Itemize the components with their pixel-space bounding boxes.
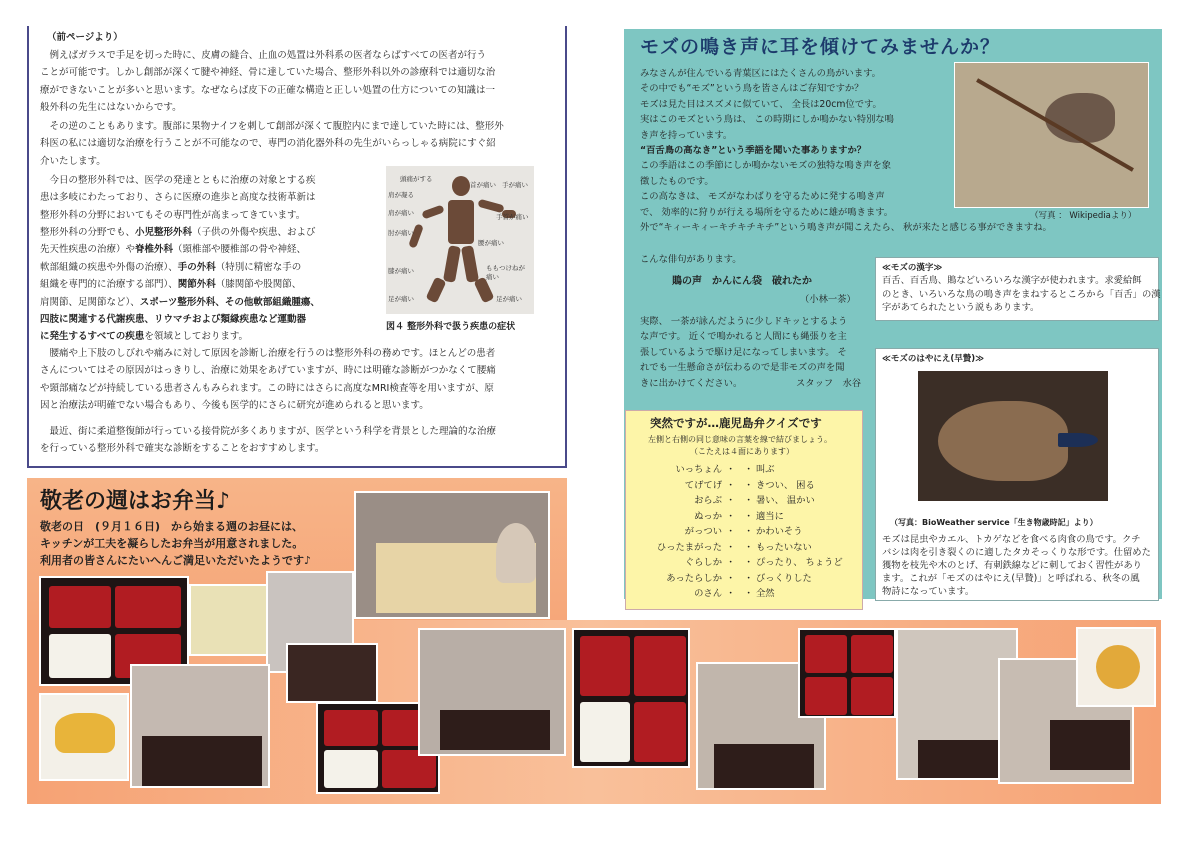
specialty-term: 関節外科	[177, 279, 216, 291]
text-line: 張しているようで駆け足になってしまいます。 そ	[640, 346, 847, 358]
quiz-meaning: 叫ぶ	[756, 464, 775, 475]
text-segment: 組織を専門的に治療する部門）、	[40, 279, 178, 291]
text-line: れでも一生懸命さが伝わるので是非モズの声を聞	[640, 362, 845, 374]
text-line: で、 効率的に狩りが行える場所を守るために雄が鳴きます。	[640, 206, 894, 218]
figure-leg-right	[461, 245, 479, 283]
quiz-answer-note: （こたえは４面にあります）	[690, 447, 794, 456]
haiku-author: （小林一茶）	[800, 294, 856, 305]
bento-intro-line: キッチンが工夫を凝らしたお弁当が用意されました。	[40, 537, 304, 550]
text-line: や頸部痛などが持続している患者さんもみられます。この時にはさらに高度なMRI検査等を用いますが、原	[40, 382, 494, 394]
quiz-meaning: びっくりした	[756, 572, 812, 584]
quiz-dialect-word: てげてげ	[684, 479, 722, 491]
quiz-row	[626, 552, 862, 568]
text-line: 因と治療法が明確でない場合もあり、今後も医学的にさらに研究が進められると思います。	[40, 400, 429, 412]
text-segment: （特別に精密な手の	[215, 261, 302, 273]
quiz-dot-right[interactable]: ・	[744, 541, 754, 553]
text-line: 患は多岐にわたっており、さらに医療の進歩と高度な技術革新は	[40, 192, 316, 204]
bento-photo-4	[572, 628, 690, 768]
quiz-dot-left[interactable]: ・	[726, 479, 736, 491]
quiz-dialect-word: ぬっか	[694, 510, 722, 522]
quiz-dialect-word: のさん	[694, 588, 722, 599]
figure-head	[452, 176, 470, 196]
quiz-meaning: 全然	[756, 588, 775, 599]
paragraph-3	[40, 172, 380, 224]
text-line: のとき、いろいろな鳥の鳴き声をまねするところから「百舌」の漢	[882, 288, 1161, 300]
fig-label-back: 腰が痛い	[478, 239, 504, 247]
text-line: 介いたします。	[40, 155, 106, 167]
fig-label-wrist: 手首が痛い	[496, 213, 529, 221]
fig-label-elbow: 肘が痛い	[388, 229, 414, 237]
text-line: 般外科の先生にはないからです。	[40, 102, 182, 114]
quiz-dot-left[interactable]: ・	[726, 541, 736, 553]
text-segment: （頸椎部や腰椎部の骨や神経、	[173, 244, 307, 256]
quiz-dialect-word: ぐらしか	[684, 557, 722, 568]
text-segment: 整形外科の分野でも、	[40, 227, 136, 238]
text-line	[40, 259, 390, 276]
bento-intro	[40, 518, 311, 569]
text-line: モズは見た目はスズメに似ていて、 全長は20cm位です。	[640, 98, 882, 110]
quiz-dot-left[interactable]: ・	[726, 464, 736, 475]
fig-label-knee: 膝が痛い	[388, 267, 414, 275]
fig-label-hand: 手が痛い	[502, 181, 528, 189]
text-line: その中でも“モズ”という鳥を皆さんはご存知ですか？	[640, 83, 864, 95]
dessert-photo-2	[39, 693, 129, 781]
text-line: ことが可能です。しかし創部が深くて腱や神経、骨に達していた場合、整形外科以外の診療科では適切な治	[40, 67, 496, 79]
text-line: 徴したものです。	[640, 175, 714, 187]
text-segment: 先天性疾患の治療）や	[40, 244, 136, 256]
quiz-row	[626, 490, 862, 506]
text-line: 例えばガラスで手足を切った時に、皮膚の縫合、止血の処置は外科系の医者ならばすべての医者が行う	[40, 50, 487, 61]
fig-label-head: 頭痛がする	[400, 175, 433, 183]
bento-intro-line: 利用者の皆さんにたいへんご満足いただいたようです♪	[40, 554, 312, 567]
shrike-photo	[954, 62, 1149, 208]
person	[496, 523, 536, 583]
text-line: 今日の整形外科では、医学の発達とともに治療の対象とする疾	[40, 175, 316, 186]
kanji-title: ≪モズの漢字≫	[882, 263, 943, 273]
hayanie-text	[882, 533, 1151, 598]
quiz-rows	[626, 459, 862, 599]
quiz-dialect-word: おらぶ	[694, 495, 722, 506]
paragraph-5	[40, 423, 560, 458]
text-line: 物詩になっています。	[882, 586, 975, 597]
quiz-dot-left[interactable]: ・	[726, 495, 736, 506]
quiz-dialect-word: あったらしか	[666, 572, 722, 584]
dessert-photo	[189, 584, 269, 656]
text-segment: 肩関節、足関節など）、	[40, 296, 140, 308]
paragraph-3-specialties	[40, 224, 390, 346]
text-line: さんについてはその原因がはっきりし、治療に効果をあげていますが、時には明確な診断がつかなくて腰痛	[40, 365, 496, 377]
quiz-title: 突然ですが…鹿児島弁クイズです	[650, 416, 822, 430]
text-line: 整形外科の分野においてもその専門性が高まってきています。	[40, 209, 306, 221]
text-line	[40, 224, 390, 241]
staff-signature: スタッフ 水谷	[796, 378, 862, 389]
specialty-term: 手の外科	[177, 261, 216, 273]
quiz-row	[626, 583, 862, 599]
resident-photo-2	[130, 664, 270, 788]
text-segment: を領域としております。	[144, 331, 249, 343]
text-segment: 軟部組織の疾患や外傷の治療）、	[40, 261, 178, 273]
shrike-title: モズの鳴き声に耳を傾けてみませんか？	[640, 36, 1001, 58]
kanji-box	[875, 257, 1159, 321]
quiz-meaning: 暑い、 温かい	[756, 495, 815, 506]
fig-label-shoulder-stiff: 肩が凝る	[388, 191, 414, 199]
quiz-dot-right[interactable]: ・	[744, 526, 754, 537]
specialty-term: 脊椎外科	[135, 244, 174, 256]
quiz-dot-right[interactable]: ・	[744, 572, 754, 584]
fig-label-foot-right: 足が痛い	[496, 295, 522, 303]
quiz-dot-left[interactable]: ・	[726, 526, 736, 537]
quiz-dot-left[interactable]: ・	[726, 588, 736, 599]
quiz-meaning: きつい、 困る	[756, 479, 815, 491]
text-line: を行っている整形外科で確実な診断をすることをおすすめします。	[40, 443, 325, 455]
bento-title: 敬老の週はお弁当♪	[40, 489, 231, 514]
hayanie-photo-credit: （写真：BioWeather service「生き物歳時記」より）	[890, 518, 1098, 527]
text-segment: （子供の外傷や疾患、および	[192, 227, 316, 238]
quiz-dot-right[interactable]: ・	[744, 588, 754, 599]
text-line	[40, 241, 390, 258]
text-line: 療ができないことが多いと思います。なぜならば皮下の正確な構造と正しい処置の仕方についての知識は一	[40, 84, 496, 96]
text-line	[40, 276, 390, 293]
text-line: 字があてられたという説もあります。	[882, 302, 1040, 313]
bento-intro-line: 敬老の日 (９月１６日) から始まる週のお昼には、	[40, 520, 304, 533]
text-line: この季語はこの季節にしか鳴かないモズの独特な鳴き声を象	[640, 160, 892, 172]
text-line: 最近、街に柔道整復師が行っている接骨院が多くありますが、医学という科学を背景とした理論的な治療	[40, 426, 497, 437]
quiz-row	[626, 568, 862, 584]
quiz-dialect-word: がっつい	[684, 526, 722, 537]
fig-label-foot-left: 足が痛い	[388, 295, 414, 303]
quiz-meaning: 適当に	[756, 510, 784, 522]
text-line: 外で“キィーキィーキチキチキチ”という鳴き声が聞こえたら、 秋が来たと感じる事ができますね。	[640, 222, 1052, 234]
quiz-dot-right[interactable]: ・	[744, 464, 754, 475]
shrike-photo-credit: （写真 ： Wikipediaより）	[1030, 211, 1137, 221]
text-line: モズは昆虫やカエル、トカゲなどを食べる肉食の鳥です。クチ	[882, 534, 1141, 545]
text-line: き声を持っています。	[640, 129, 733, 141]
text-line: バシは肉を引き裂くのに適したタカそっくりな形です。仕留めた	[882, 547, 1151, 558]
bento-photo-2	[286, 643, 378, 703]
specialty-term: スポーツ整形外科、その他軟部組織腫瘍、	[139, 296, 320, 308]
quiz-dot-right[interactable]: ・	[744, 495, 754, 506]
figure-leg-left	[443, 245, 461, 283]
paragraph-4	[40, 345, 560, 415]
quiz-row	[626, 506, 862, 522]
text-line: 実はこのモズという鳥は、 この時期にしか鳴かない特別な鳴	[640, 114, 894, 126]
resident-photo-3	[418, 628, 566, 756]
hayanie-title: ≪モズのはやにえ(早贄)≫	[882, 354, 985, 364]
text-line	[40, 294, 390, 311]
fruit-dessert-photo	[1076, 627, 1156, 707]
fig-label-shoulder-pain: 肩が痛い	[388, 209, 414, 217]
text-line: この高なきは、 モズがなわばりを守るために発する鳴き声	[640, 191, 885, 203]
text-line: 実際、 一茶が詠んだように少しドキッとするよう	[640, 316, 848, 327]
figure-arm-left	[421, 204, 444, 219]
kagoshima-dialect-quiz	[625, 410, 863, 610]
text-line	[40, 328, 390, 345]
text-line: その逆のこともあります。腹部に果物ナイフを刺して創部が深くて腹腔内にまで達していた時には、整形外	[40, 121, 504, 132]
symptom-body-figure	[386, 166, 534, 314]
text-line: ます。これが「モズのはやにえ(早贄)」と呼ばれる、秋冬の風	[882, 573, 1140, 584]
text-line: みなさんが住んでいる青葉区にはたくさんの鳥がいます。	[640, 68, 881, 79]
quiz-meaning: かわいそう	[756, 526, 803, 537]
quiz-instruction: 左側と右側の同じ意味の言葉を線で結びましょう。	[648, 435, 832, 444]
haiku-intro: こんな俳句があります。	[640, 254, 742, 265]
quiz-row	[626, 521, 862, 537]
quiz-dot-right[interactable]: ・	[744, 557, 754, 568]
hayanie-box	[875, 348, 1159, 601]
text-line: 獲物を枝先や木のとげ、有刺鉄線などに刺しておく習性があり	[882, 560, 1142, 571]
paragraph-2	[40, 118, 560, 170]
figure-shin-left	[425, 277, 446, 304]
fig-label-neck: 首が痛い	[470, 181, 496, 189]
haiku: 鵙の声 かんにん袋 破れたか	[672, 276, 812, 287]
shrike-closeup-photo	[918, 371, 1108, 501]
quiz-row	[626, 459, 862, 475]
quiz-dialect-word: ひったまがった	[656, 541, 722, 553]
fig-label-hip: ももつけねが痛い	[486, 264, 525, 281]
text-line: きに出かけてください。	[640, 377, 743, 389]
quiz-dot-left[interactable]: ・	[726, 572, 736, 584]
specialty-term: に発生するすべての疾患	[40, 331, 145, 343]
figure-torso	[448, 200, 474, 244]
text-line: 科医の私には適切な治療を行うことが不可能なので、専門の消化器外科の先生がいらっしゃる病院にすぐ紹	[40, 138, 496, 150]
quiz-row	[626, 475, 862, 491]
specialty-term: 小児整形外科	[135, 227, 193, 238]
quiz-dot-left[interactable]: ・	[726, 510, 736, 522]
text-line: “百舌鳥の高なき”という季語を聞いた事ありますか？	[640, 145, 867, 157]
text-line: 腰痛や上下肢のしびれや痛みに対して原因を診断し治療を行うのは整形外科の務めです。ほとんどの患者	[40, 348, 496, 359]
quiz-meaning: ぴったり、 ちょうど	[756, 557, 843, 568]
quiz-dot-right[interactable]: ・	[744, 510, 754, 522]
quiz-meaning: もったいない	[756, 541, 812, 553]
quiz-dot-left[interactable]: ・	[726, 557, 736, 568]
figure-caption: 図４ 整形外科で扱う疾患の症状	[386, 322, 516, 332]
text-line: 百舌、百舌鳥、鵙などいろいろな漢字が使われます。求愛給餌	[882, 275, 1142, 286]
quiz-dialect-word: いっちょん	[675, 464, 722, 475]
quiz-row	[626, 537, 862, 553]
dining-photo	[354, 491, 550, 619]
bento-photo-5	[798, 628, 896, 718]
paragraph-1	[40, 47, 560, 117]
text-line	[40, 311, 390, 328]
kanji-text	[882, 274, 1161, 315]
continued-label: （前ページより）	[47, 32, 123, 43]
text-line: な声です。 近くで鳴かれると人間にも縄張りを主	[640, 331, 847, 343]
specialty-term: 四肢に関連する代謝疾患、リウマチおよび類縁疾患など運動器	[40, 314, 307, 326]
quiz-dot-right[interactable]: ・	[744, 479, 754, 491]
text-segment: （膝関節や股関節、	[215, 279, 302, 291]
